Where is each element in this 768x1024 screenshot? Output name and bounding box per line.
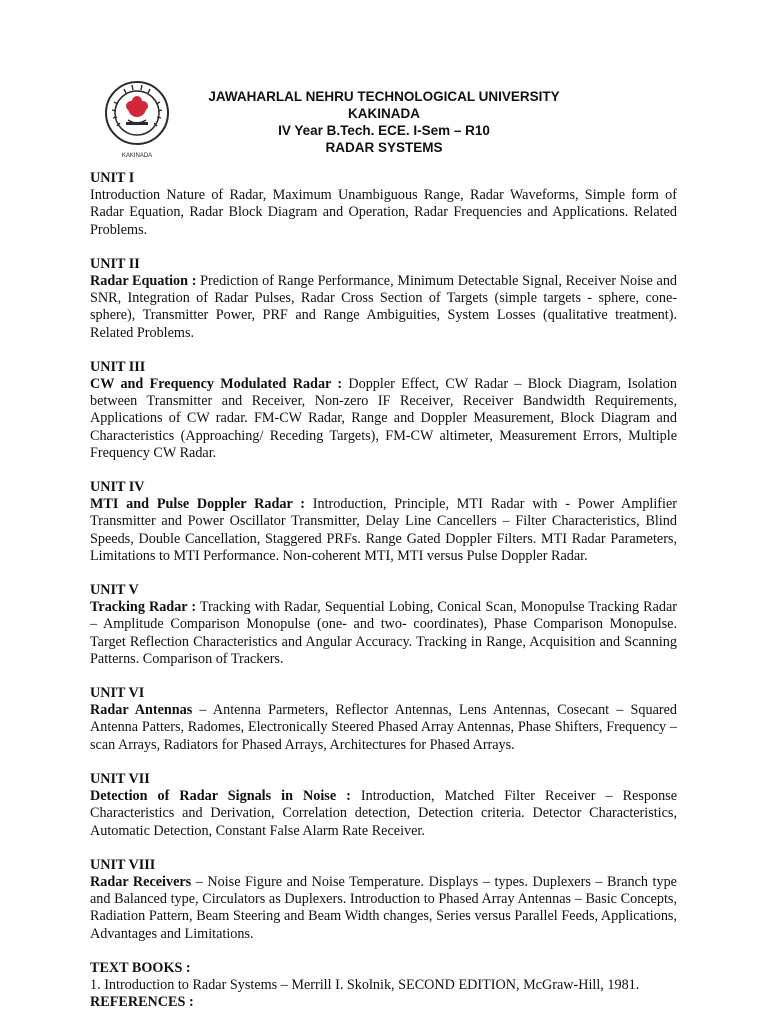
unit-lead: Radar Receivers (90, 873, 192, 890)
unit-text: Introduction, Principle, MTI Radar with - Power Amplifier Transmitter and Power Oscillator Transmitter, Delay Line Cancellers – Filter Characteristics, Blind Speeds, Double Cancellation, Staggered PRFs. Range Gated Doppler Filters. MTI Radar Parameters, Limitations to MTI Performance. Non-coherent MTI, MTI versus Pulse Doppler Radar. (90, 496, 677, 564)
subject-title: RADAR SYSTEMS (325, 140, 443, 155)
unit-title: UNIT IV (90, 479, 145, 496)
unit-title: UNIT I (90, 170, 135, 186)
unit-body (90, 874, 677, 943)
unit-title: UNIT VIII (90, 856, 156, 873)
unit-lead: CW and Frequency Modulated Radar : (90, 376, 343, 393)
unit-3 (90, 359, 677, 462)
text-book-item: 1. Introduction to Radar Systems – Merrill I. Skolnik, SECOND EDITION, McGraw-Hill, 1981. (90, 976, 640, 993)
unit-title: UNIT V (90, 582, 139, 599)
unit-title: UNIT III (90, 358, 146, 375)
unit-body (90, 273, 677, 342)
unit-lead: Detection of Radar Signals in Noise : (90, 788, 351, 805)
unit-body (90, 496, 677, 565)
university-city: KAKINADA (348, 106, 420, 121)
document-header (0, 88, 768, 156)
unit-text: – Antenna Parmeters, Reflector Antennas, Lens Antennas, Cosecant – Squared Antenna Patters, Radomes, Electronically Steered Phased Array Antennas, Phase Shifters, Frequency – scan Arrays, Radiators for Phased Arrays, Architectures for Phased Arrays. (90, 702, 677, 753)
unit-title: UNIT VI (90, 685, 145, 702)
unit-body (90, 788, 677, 840)
unit-text: Doppler Effect, CW Radar – Block Diagram, Isolation between Transmitter and Receiver, Non-zero IF Receiver, Receiver Bandwidth Requirements, Applications of CW radar. FM-CW Radar, Range and Doppler Measurement, Block Diagram and Characteristics (Approaching/ Receding Targets), FM-CW altimeter, Measurement Errors, Multiple Frequency CW Radar. (90, 376, 677, 461)
text-books-section (90, 960, 677, 1012)
unit-text: – Noise Figure and Noise Temperature. Displays – types. Duplexers – Branch type and Balanced type, Circulators as Duplexers. Introduction to Phased Array Antennas – Basic Concepts, Radiation Pattern, Beam Steering and Beam Width changes, Series versus Parallel Feeds, Applications, Advantages and Limitations. (90, 873, 677, 942)
text-books-title: TEXT BOOKS : (90, 959, 191, 976)
university-name: JAWAHARLAL NEHRU TECHNOLOGICAL UNIVERSITY (208, 89, 560, 104)
unit-2 (90, 256, 677, 342)
unit-lead: MTI and Pulse Doppler Radar : (90, 496, 305, 513)
unit-text: Prediction of Range Performance, Minimum Detectable Signal, Receiver Noise and SNR, Integration of Radar Pulses, Radar Cross Section of Targets (simple targets - sphere, cone-sphere), Transmitter Power, PRF and Range Ambiguities, System Losses (qualitative treatment). Related Problems. (90, 273, 678, 341)
unit-8 (90, 857, 677, 943)
unit-lead: Radar Equation : (90, 273, 197, 290)
unit-title: UNIT II (90, 255, 140, 272)
unit-text: Introduction Nature of Radar, Maximum Unambiguous Range, Radar Waveforms, Simple form of Radar Equation, Radar Block Diagram and Operation, Radar Frequencies and Applications. Related Problems. (90, 187, 677, 238)
unit-body (90, 187, 677, 239)
unit-7 (90, 771, 677, 840)
unit-text: Tracking with Radar, Sequential Lobing, Conical Scan, Monopulse Tracking Radar – Amplitude Comparison Monopulse (one- and two- coordinates), Phase Comparison Monopulse. Target Reflection Characteristics and Angular Accuracy. Tracking in Range, Acquisition and Scanning Patterns. Comparison of Trackers. (90, 599, 677, 667)
unit-6 (90, 685, 677, 754)
unit-lead: Tracking Radar : (90, 599, 197, 616)
unit-4 (90, 479, 677, 565)
syllabus-content (90, 170, 677, 1011)
course-year: IV Year B.Tech. ECE. I-Sem – R10 (278, 123, 490, 138)
unit-1 (90, 170, 677, 239)
unit-5 (90, 582, 677, 668)
unit-text: Introduction, Matched Filter Receiver – Response Characteristics and Derivation, Correlation detection, Detection criteria. Detector Characteristics, Automatic Detection, Constant False Alarm Rate Receiver. (90, 788, 677, 839)
unit-lead: Radar Antennas (90, 702, 193, 719)
unit-title: UNIT VII (90, 770, 150, 787)
references-title: REFERENCES : (90, 994, 194, 1011)
unit-body (90, 599, 677, 668)
unit-body (90, 702, 677, 754)
logo-caption: KAKINADA (121, 153, 153, 159)
unit-body (90, 376, 677, 462)
